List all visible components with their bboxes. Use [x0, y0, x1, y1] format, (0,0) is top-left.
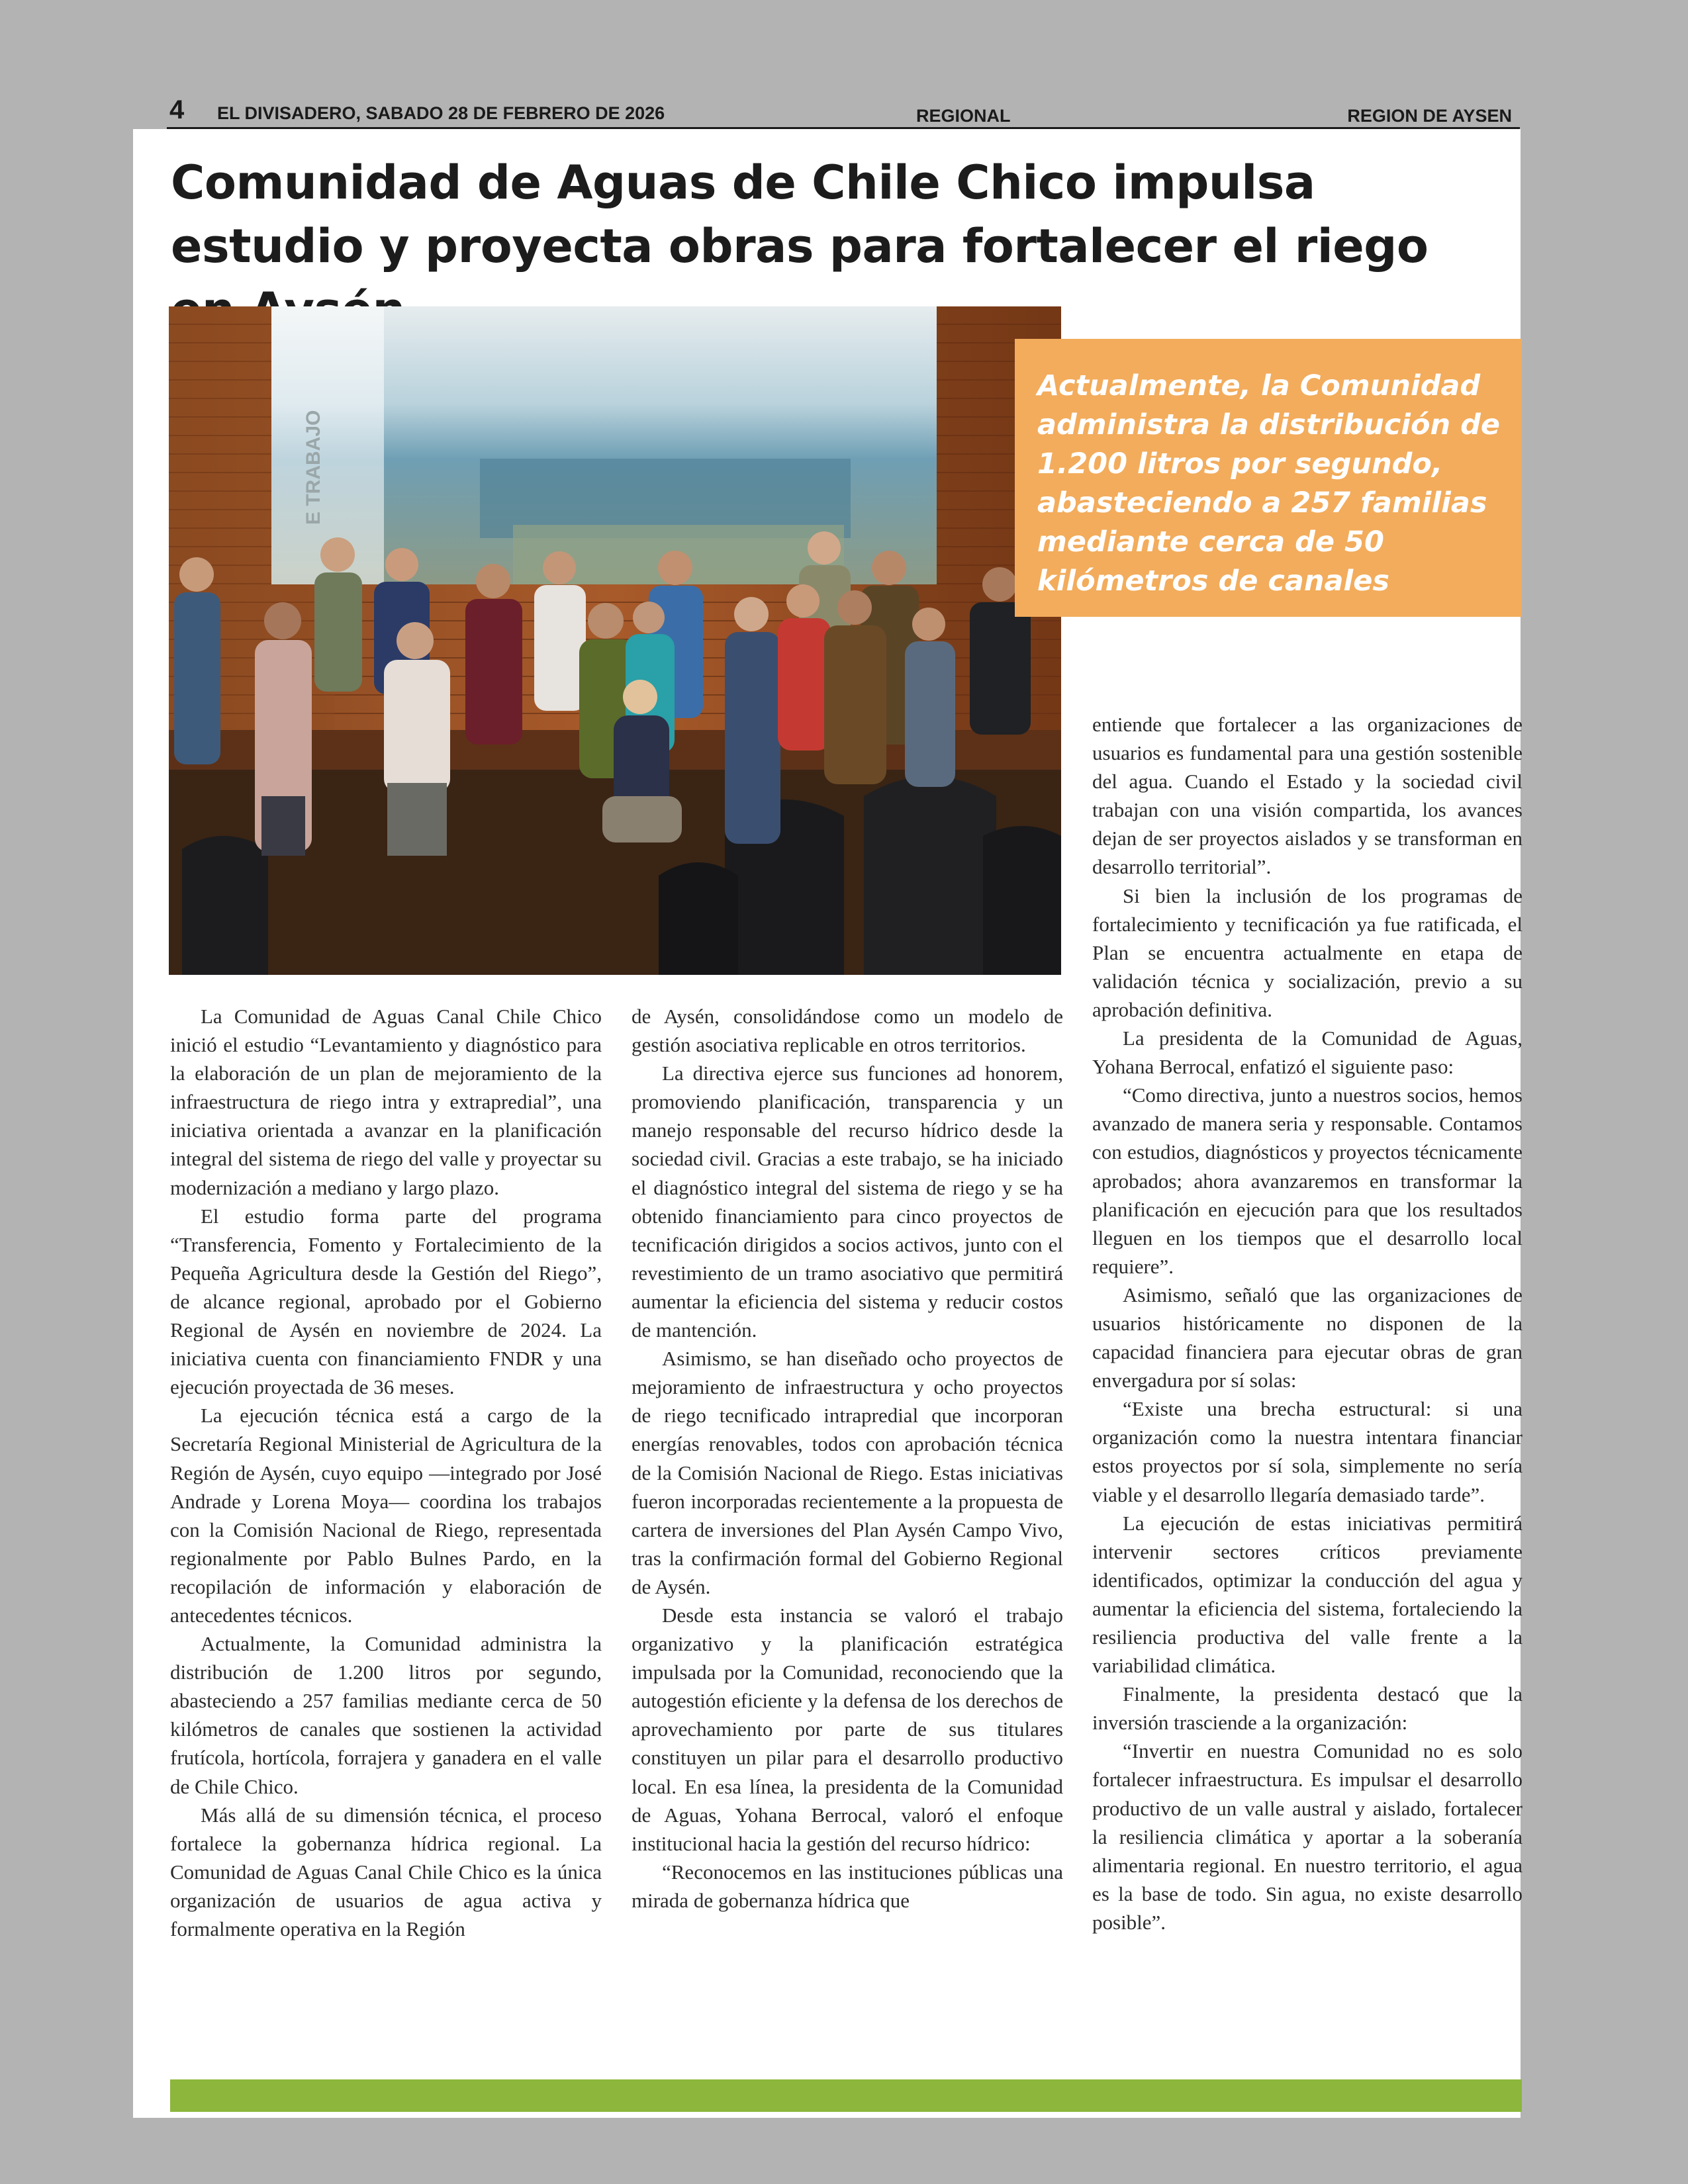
region-label: REGION DE AYSEN [1347, 106, 1512, 126]
screen-text: E TRABAJO [303, 410, 324, 525]
paragraph: “Como directiva, junto a nuestros socios, hemos avanzado de manera seria y responsable. Contamos con estudios, diagnósticos y proyectos técnicamente aprobados; ahora avanzaremos en transformar la planificación en ejecución para que los resultados lleguen en los tiempos que el desarrollo local requiere”. [1092, 1083, 1523, 1278]
paragraph: “Invertir en nuestra Comunidad no es solo fortalecer infraestructura. Es impulsar el desarrollo productivo de un valle austral y aislado, fortalecer la resiliencia climática y aportar a la soberanía alimentaria regional. En nuestro territorio, el agua es la base de todo. Sin agua, no existe desarrollo posible”. [1092, 1739, 1523, 1934]
header-rule [167, 127, 1520, 129]
footer-bar [170, 2079, 1522, 2112]
paragraph: La ejecución técnica está a cargo de la Secretaría Regional Ministerial de Agricultura de la Región de Aysén, cuyo equipo —integrado por José Andrade y Lorena Moya— coordina los trabajos con la Comisión Nacional de Riego, representada regionalmente por Pablo Bulnes Pardo, en la recopilación de información y elaboración de antecedentes técnicos. [170, 1404, 602, 1627]
paragraph: El estudio forma parte del programa “Transferencia, Fomento y Fortalecimiento de la Pequeña Agricultura desde la Gestión del Riego”, de alcance regional, aprobado por el Gobierno Regional de Aysén en noviembre de 2024. La iniciativa cuenta con financiamiento FNDR y una ejecución proyectada de 36 meses. [170, 1204, 602, 1399]
article-column-2 [632, 1002, 1063, 1915]
paragraph: Más allá de su dimensión técnica, el proceso fortalece la gobernanza hídrica regional. La Comunidad de Aguas Canal Chile Chico es la única organización de usuarios de agua activa y formalmente operativa en la Región [170, 1803, 602, 1940]
page-header [167, 95, 1520, 130]
pull-quote [1015, 339, 1522, 617]
paragraph: “Existe una brecha estructural: si una organización como la nuestra intentara financiar estos proyectos por sí sola, simplemente no sería viable y el desarrollo llegaría demasiado tarde”. [1092, 1397, 1523, 1506]
paragraph: Finalmente, la presidenta destacó que la inversión trasciende a la organización: [1092, 1682, 1523, 1735]
paragraph: Si bien la inclusión de los programas de fortalecimiento y tecnificación ya fue ratificada, el Plan se encuentra actualmente en etapa de validación técnica y socialización, previo a su aprobación definitiva. [1092, 884, 1523, 1021]
paragraph: La Comunidad de Aguas Canal Chile Chico inició el estudio “Levantamiento y diagnóstico para la elaboración de un plan de mejoramiento de la infraestructura de riego intra y extrapredial”, una iniciativa orientada a avanzar en la planificación integral del sistema de riego del valle y proyectar su modernización a mediano y largo plazo. [170, 1005, 602, 1199]
paragraph: Desde esta instancia se valoró el trabajo organizativo y la planificación estratégica impulsada por la Comunidad, reconociendo que la autogestión eficiente y la defensa de los derechos de aprovechamiento por parte de sus titulares constituyen un pilar para el desarrollo productivo local. En esa línea, la presidenta de la Comunidad de Aguas, Yohana Berrocal, valoró el enfoque institucional hacia la gestión del recurso hídrico: [632, 1603, 1063, 1855]
paragraph: La presidenta de la Comunidad de Aguas, Yohana Berrocal, enfatizó el siguiente paso: [1092, 1026, 1523, 1079]
paragraph: La directiva ejerce sus funciones ad honorem, promoviendo planificación, transparencia y un manejo responsable del recurso hídrico desde la sociedad civil. Gracias a este trabajo, se ha iniciado el diagnóstico integral del sistema de riego y se ha obtenido financiamiento para cinco proyectos de tecnificación dirigidos a socios activos, junto con el revestimiento de un tramo asociativo que permitirá aumentar la eficiencia del sistema y reducir costos de mantención. [632, 1062, 1063, 1342]
paragraph-continuation: entiende que fortalecer a las organizaciones de usuarios es fundamental para una gestión sostenible del agua. Cuando el Estado y la sociedad civil trabajan con una visión compartida, los avances dejan de ser proyectos aislados y se transforman en desarrollo territorial”. [1092, 713, 1523, 879]
paragraph: “Reconocemos en las instituciones públicas una mirada de gobernanza hídrica que [632, 1860, 1063, 1912]
paragraph-continuation: de Aysén, consolidándose como un modelo de gestión asociativa replicable en otros territorios. [632, 1005, 1063, 1057]
date-line: EL DIVISADERO, SABADO 28 DE FEBRERO DE 2026 [217, 103, 665, 123]
paragraph: Actualmente, la Comunidad administra la distribución de 1.200 litros por segundo, abasteciendo a 257 familias mediante cerca de 50 kilómetros de canales que sostienen la actividad frutícola, hortícola, forrajera y ganadera en el valle de Chile Chico. [170, 1632, 602, 1798]
group-photo [169, 306, 1061, 975]
paragraph: Asimismo, señaló que las organizaciones de usuarios históricamente no disponen de la capacidad financiera para ejecutar obras de gran envergadura por sí solas: [1092, 1283, 1523, 1392]
section-label: REGIONAL [916, 106, 1011, 126]
paragraph: Asimismo, se han diseñado ocho proyectos de mejoramiento de infraestructura y ocho proyectos de riego tecnificado intrapredial que incorporan energías renovables, todos con aprobación técnica de la Comisión Nacional de Riego. Estas iniciativas fueron incorporadas recientemente a la propuesta de cartera de inversiones del Plan Aysén Campo Vivo, tras la confirmación formal del Gobierno Regional de Aysén. [632, 1347, 1063, 1598]
article-column-3 [1092, 710, 1523, 1936]
article-column-1 [170, 1002, 602, 1943]
pull-quote-text: Actualmente, la Comunidad administra la distribución de 1.200 litros por segundo, abasteciendo a 257 familias mediante cerca de 50 kilómetros de canales [1037, 369, 1501, 598]
headline: Comunidad de Aguas de Chile Chico impulsa estudio y proyecta obras para fortalecer el riego [171, 156, 1429, 273]
page-number: 4 [169, 95, 185, 124]
paragraph: La ejecución de estas iniciativas permitirá intervenir sectores críticos previamente identificados, optimizar la conducción del agua y aumentar la eficiencia del sistema, fortaleciendo la resiliencia productiva del valle frente a la variabilidad climática. [1092, 1511, 1523, 1678]
